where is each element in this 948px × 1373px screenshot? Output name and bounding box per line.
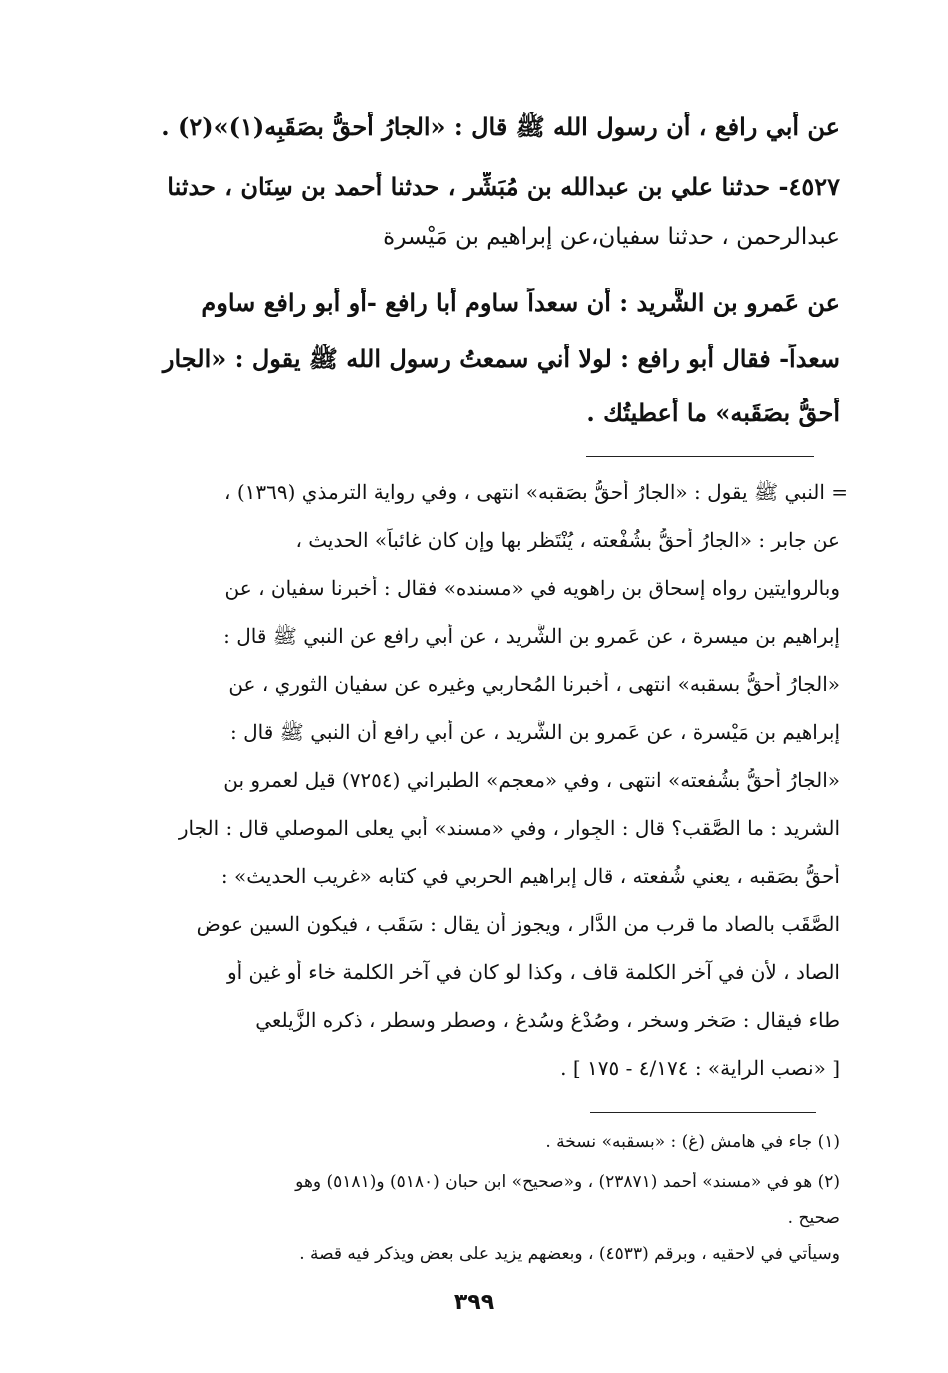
commentary-line-10: الصَّقَب بالصاد ما قرب من الدَّار ، ويجوز أن يقال : سَقَب ، فيكون السين عوض	[196, 912, 840, 936]
main-line-6: أحقُّ بصَقَبه» ما أعطيتُك .	[586, 398, 840, 427]
commentary-line-2: عن جابر : «الجارُ أحقُّ بشُفْعته ، يُنْتَظر بها وإن كان غائباً» الحديث ،	[295, 528, 840, 552]
commentary-line-13: [ «نصب الراية» : ٤/١٧٤ - ١٧٥ ] .	[560, 1056, 840, 1080]
footnote-2: (٢) هو في «مسند» أحمد (٢٣٨٧١) ، و«صحيح» ابن حبان (٥١٨٠) و(٥١٨١) وهو	[295, 1172, 840, 1192]
commentary-line-1: = النبي ﷺ يقول : «الجارُ أحقُّ بصَقبه» انتهى ، وفي رواية الترمذي (١٣٦٩) ،	[224, 480, 848, 504]
footnote-1: (١) جاء في هامش (غ) : «بسقبه» نسخة .	[545, 1132, 840, 1152]
commentary-line-11: الصاد ، لأن في آخر الكلمة قاف ، وكذا لو كان في آخر الكلمة خاء أو غين أو	[226, 960, 840, 984]
commentary-line-12: طاء فيقال : صَخر وسخر ، وصُدْغ وسُدغ ، وصطر وسطر ، ذكره الزَّيلعي	[255, 1008, 840, 1032]
main-line-2: ٤٥٢٧- حدثنا علي بن عبدالله بن مُبَشِّر ، حدثنا أحمد بن سِنَان ، حدثنا	[167, 172, 840, 201]
footnote-separator	[590, 1112, 816, 1113]
page-number: ٣٩٩	[453, 1290, 495, 1315]
commentary-line-8: الشريد : ما الصَّقب؟ قال : الجِوار ، وفي «مسند» أبي يعلى الموصلي قال : الجار	[178, 816, 840, 840]
main-line-4: عن عَمرو بن الشَّريد : أن سعداً ساوم أبا رافع -أو أبو رافع ساوم	[201, 288, 840, 317]
main-line-5: سعداً- فقال أبو رافع : لولا أني سمعتُ رسول الله ﷺ يقول : «الجار	[162, 344, 840, 373]
commentary-line-7: «الجارُ أحقُّ بشُفعته» انتهى ، وفي «معجم» الطبراني (٧٢٥٤) قيل لعمرو بن	[223, 768, 840, 792]
footnote-2-continued: صحيح .	[787, 1208, 840, 1228]
commentary-line-6: إبراهيم بن مَيْسرة ، عن عَمرو بن الشَّريد ، عن أبي رافع أن النبي ﷺ قال :	[230, 720, 840, 744]
commentary-line-9: أحقُّ بصَقبه ، يعني شُفعته ، قال إبراهيم الحربي في كتابه «غريب الحديث» :	[220, 864, 840, 888]
main-line-3: عبدالرحمن ، حدثنا سفيان،عن إبراهيم بن مَيْسرة	[383, 224, 840, 250]
main-line-1: عن أبي رافع ، أن رسول الله ﷺ قال : «الجارُ أحقُّ بصَقَبِه(١)»(٢) .	[161, 112, 840, 141]
commentary-line-5: «الجارُ أحقُّ بسقبه» انتهى ، أخبرنا المُحاربي وغيره عن سفيان الثوري ، عن	[228, 672, 840, 696]
commentary-separator	[586, 456, 814, 457]
commentary-line-4: إبراهيم بن ميسرة ، عن عَمرو بن الشَّريد ، عن أبي رافع عن النبي ﷺ قال :	[223, 624, 840, 648]
commentary-line-3: وبالروايتين رواه إسحاق بن راهويه في «مسنده» فقال : أخبرنا سفيان ، عن	[224, 576, 840, 600]
footnote-2-extra: وسيأتي في لاحقيه ، وبرقم (٤٥٣٣) ، وبعضهم يزيد على بعض ويذكر فيه قصة .	[299, 1244, 840, 1264]
